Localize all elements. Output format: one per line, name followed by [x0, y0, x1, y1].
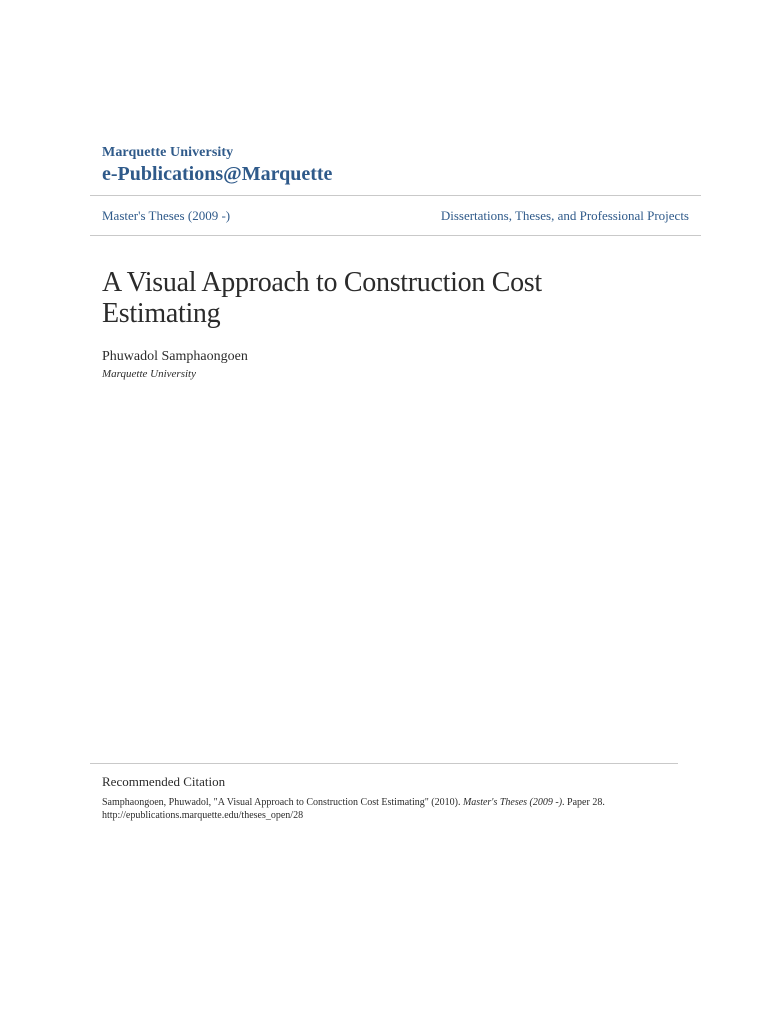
institution-name: Marquette University — [102, 145, 234, 160]
author-name[interactable]: Phuwadol Samphaongoen — [102, 349, 248, 364]
citation-paper-number: . Paper 28. — [562, 797, 605, 808]
repository-name[interactable]: e-Publications@Marquette — [102, 163, 333, 185]
collection-nav — [90, 195, 701, 236]
author-affiliation: Marquette University — [102, 368, 196, 380]
citation-heading: Recommended Citation — [102, 774, 226, 789]
document-title: A Visual Approach to Construction Cost Estimating — [102, 267, 542, 329]
repository-header — [102, 145, 702, 186]
citation-text — [102, 796, 682, 822]
citation-url[interactable]: http://epublications.marquette.edu/theses_open/28 — [102, 810, 304, 821]
dissertations-theses-projects-link[interactable]: Dissertations, Theses, and Professional Projects — [440, 208, 689, 223]
masters-theses-link[interactable]: Master's Theses (2009 -) — [102, 208, 231, 223]
citation-divider — [90, 763, 678, 764]
citation-series: Master's Theses (2009 -) — [462, 797, 563, 808]
citation-reference: Samphaongoen, Phuwadol, "A Visual Approach to Construction Cost Estimating" (2010). — [102, 797, 463, 808]
